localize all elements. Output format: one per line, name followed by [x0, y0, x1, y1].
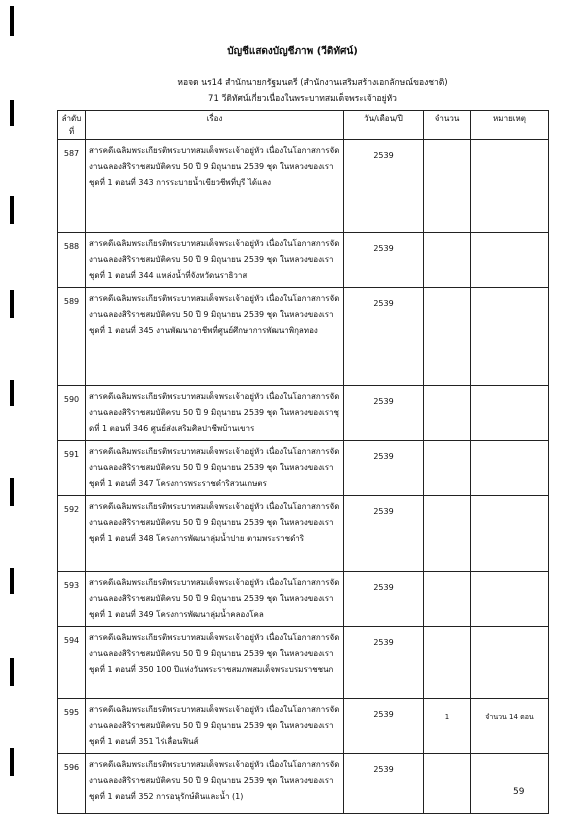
cell-title: สารคดีเฉลิมพระเกียรติพระบาทสมเด็จพระเจ้าอยู่หัว เนื่องในโอกาสการจัดงานฉลองสิริราชสมบัติครบ 50 ปี 9 มิถุนายน 2539 ชุด ในหลวงของเรา ชุดที่ 1 ตอนที่ 350 100 ปีแห่งวันพระราชสมภพสมเด็จพระบรมราชชนก: [86, 627, 344, 699]
cell-number: 588: [58, 233, 86, 288]
cell-remarks: [471, 386, 549, 441]
cell-quantity: [424, 627, 471, 699]
cell-title: สารคดีเฉลิมพระเกียรติพระบาทสมเด็จพระเจ้าอยู่หัว เนื่องในโอกาสการจัดงานฉลองสิริราชสมบัติครบ 50 ปี 9 มิถุนายน 2539 ชุด ในหลวงของเรา ชุดที่ 1 ตอนที่ 349 โครงการพัฒนาลุ่มน้ำคลองโคล: [86, 572, 344, 627]
document-subtitle: หอจด นร14 สำนักนายกรัฐมนตรี (สำนักงานเสริมสร้างเอกลักษณ์ของชาติ): [177, 78, 448, 88]
table-row: [58, 572, 549, 627]
cell-title: สารคดีเฉลิมพระเกียรติพระบาทสมเด็จพระเจ้าอยู่หัว เนื่องในโอกาสการจัดงานฉลองสิริราชสมบัติครบ 50 ปี 9 มิถุนายน 2539 ชุด ในหลวงของเรา ชุดที่ 1 ตอนที่ 345 งานพัฒนาอาชีพที่ศูนย์ศึกษาการพัฒนาพิกุลทอง: [86, 288, 344, 386]
cell-number: 595: [58, 699, 86, 754]
cell-number: 596: [58, 754, 86, 814]
cell-number: 593: [58, 572, 86, 627]
cell-quantity: [424, 140, 471, 233]
cell-title: สารคดีเฉลิมพระเกียรติพระบาทสมเด็จพระเจ้าอยู่หัว เนื่องในโอกาสการจัดงานฉลองสิริราชสมบัติครบ 50 ปี 9 มิถุนายน 2539 ชุด ในหลวงของเรา ชุดที่ 1 ตอนที่ 352 การอนุรักษ์ดินและน้ำ (1): [86, 754, 344, 814]
cell-remarks: [471, 233, 549, 288]
cell-date: 2539: [344, 386, 424, 441]
cell-quantity: 1: [424, 699, 471, 754]
cell-title: สารคดีเฉลิมพระเกียรติพระบาทสมเด็จพระเจ้าอยู่หัว เนื่องในโอกาสการจัดงานฉลองสิริราชสมบัติครบ 50 ปี 9 มิถุนายน 2539 ชุด ในหลวงของเรา ชุดที่ 1 ตอนที่ 343 การระบายน้ำเขียวชีพที่บุรี ได้แลง: [86, 140, 344, 233]
section-heading: 71 วีดิทัศน์เกี่ยวเนื่องในพระบาทสมเด็จพระเจ้าอยู่หัว: [208, 94, 397, 104]
table-row: [58, 627, 549, 699]
cell-title: สารคดีเฉลิมพระเกียรติพระบาทสมเด็จพระเจ้าอยู่หัว เนื่องในโอกาสการจัดงานฉลองสิริราชสมบัติครบ 50 ปี 9 มิถุนายน 2539 ชุด ในหลวงของเรา ชุดที่ 1 ตอนที่ 347 โครงการพระราชดำริสวนเกษตร: [86, 441, 344, 496]
binding-mark: [10, 196, 14, 224]
cell-quantity: [424, 496, 471, 572]
cell-remarks: [471, 441, 549, 496]
cell-quantity: [424, 754, 471, 814]
cell-quantity: [424, 572, 471, 627]
cell-remarks: [471, 754, 549, 814]
record-table: [57, 110, 549, 814]
binding-mark: [10, 290, 14, 318]
binding-mark: [10, 6, 14, 36]
cell-title: สารคดีเฉลิมพระเกียรติพระบาทสมเด็จพระเจ้าอยู่หัว เนื่องในโอกาสการจัดงานฉลองสิริราชสมบัติครบ 50 ปี 9 มิถุนายน 2539 ชุด ในหลวงของเรา ชุดที่ 1 ตอนที่ 344 แหล่งน้ำที่จังหวัดนราธิวาส: [86, 233, 344, 288]
table-header-row: [58, 111, 549, 140]
cell-title: สารคดีเฉลิมพระเกียรติพระบาทสมเด็จพระเจ้าอยู่หัว เนื่องในโอกาสการจัดงานฉลองสิริราชสมบัติครบ 50 ปี 9 มิถุนายน 2539 ชุด ในหลวงของเราชุดที่ 1 ตอนที่ 346 ศูนย์ส่งเสริมศิลปาชีพบ้านเขาร: [86, 386, 344, 441]
cell-date: 2539: [344, 754, 424, 814]
cell-quantity: [424, 386, 471, 441]
table-row: [58, 386, 549, 441]
cell-number: 587: [58, 140, 86, 233]
cell-number: 590: [58, 386, 86, 441]
column-header-date: วัน/เดือน/ปี: [344, 111, 424, 140]
cell-remarks: [471, 288, 549, 386]
cell-date: 2539: [344, 288, 424, 386]
column-header-quantity: จำนวน: [424, 111, 471, 140]
cell-quantity: [424, 288, 471, 386]
table-row: [58, 140, 549, 233]
cell-number: 594: [58, 627, 86, 699]
cell-title: สารคดีเฉลิมพระเกียรติพระบาทสมเด็จพระเจ้าอยู่หัว เนื่องในโอกาสการจัดงานฉลองสิริราชสมบัติครบ 50 ปี 9 มิถุนายน 2539 ชุด ในหลวงของเรา ชุดที่ 1 ตอนที่ 351 ไร่เลื่อนฟินส์: [86, 699, 344, 754]
table-row: [58, 288, 549, 386]
cell-remarks: [471, 572, 549, 627]
column-header-title: เรื่อง: [86, 111, 344, 140]
cell-remarks: [471, 627, 549, 699]
cell-date: 2539: [344, 140, 424, 233]
cell-quantity: [424, 233, 471, 288]
document-title: บัญชีแสดงบัญชีภาพ (วีดิทัศน์): [227, 46, 358, 57]
cell-date: 2539: [344, 441, 424, 496]
cell-number: 589: [58, 288, 86, 386]
cell-date: 2539: [344, 233, 424, 288]
cell-quantity: [424, 441, 471, 496]
cell-date: 2539: [344, 496, 424, 572]
table-row: [58, 441, 549, 496]
table-row: [58, 496, 549, 572]
cell-date: 2539: [344, 627, 424, 699]
cell-title: สารคดีเฉลิมพระเกียรติพระบาทสมเด็จพระเจ้าอยู่หัว เนื่องในโอกาสการจัดงานฉลองสิริราชสมบัติครบ 50 ปี 9 มิถุนายน 2539 ชุด ในหลวงของเรา ชุดที่ 1 ตอนที่ 348 โครงการพัฒนาลุ่มน้ำปาย ตามพระราชดำริ: [86, 496, 344, 572]
cell-remarks: [471, 140, 549, 233]
table-row: [58, 754, 549, 814]
cell-number: 592: [58, 496, 86, 572]
binding-mark: [10, 748, 14, 776]
cell-number: 591: [58, 441, 86, 496]
cell-remarks: จำนวน 14 ตอน: [471, 699, 549, 754]
binding-mark: [10, 658, 14, 686]
page-number: 59: [513, 787, 525, 797]
cell-date: 2539: [344, 699, 424, 754]
column-header-number: ลำดับที่: [58, 111, 86, 140]
cell-remarks: [471, 496, 549, 572]
column-header-remarks: หมายเหตุ: [471, 111, 549, 140]
binding-mark: [10, 478, 14, 506]
binding-mark: [10, 568, 14, 594]
table-row: [58, 233, 549, 288]
binding-mark: [10, 380, 14, 406]
table-row: [58, 699, 549, 754]
cell-date: 2539: [344, 572, 424, 627]
